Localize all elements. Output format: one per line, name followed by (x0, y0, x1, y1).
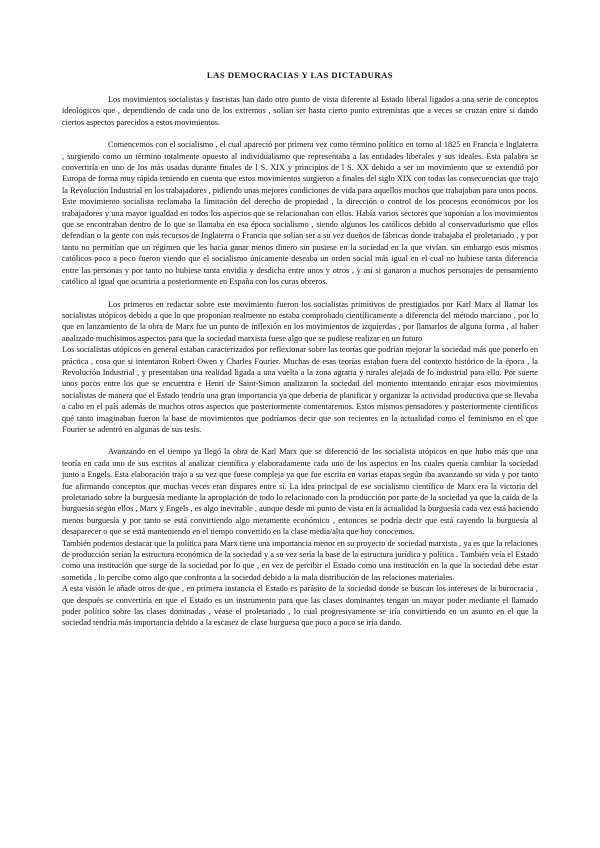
paragraph-intro: Los movimientos socialistas y fascistas han dado otro punto de vista diferente al Estado liberal ligados a una serie de conceptos ideológicos que , dependiendo de cada uno de los extremos , solían ser hasta cierto punto extremistas que a veces se cruzan entre sí dando ciertos aspectos parecidos a estos movimientos. (62, 95, 538, 127)
paragraph-gap (62, 435, 538, 446)
paragraph-burocracia: A esta visión le añade otros de que , en primera instancia el Estado es parásito de la sociedad donde se buscan los intereses de la burocracia , que después se convertiría en que el Estado es un instrumento para que las clases dominantes tengan un mayor poder mediante el llamado poder político sobre las clases dominadas , véase el proletariado , lo cual progresivamente se iría convirtiendo en un asunto en el que la sociedad tendría más importancia debido a la escasez de clase burguesa que poco a poco se iría dando. (62, 584, 538, 628)
document-body (62, 94, 538, 629)
paragraph-socialismo-origen: Comencemos con el socialismo , el cual apareció por primera vez como término político en torno al 1825 en Francia e Inglaterra , surgiendo como un término totalmente opuesto al individualismo que representaba a las entidades liberales y sus ideales. Esta palabra se convertiría en uno de los más usadas durante finales de l S. XIX y principios de l S. XX debido a ser un movimiento que se extendió por Europa de forma muy rápida teniendo en cuenta que estos movimientos surgieron a finales del siglo XIX con todas las consecuencias que trajo la Revolución Industrial en los trabajadores , pidiendo unas mejores condiciones de vida para aquellos muchos que trabajaban para unos pocos. Este movimiento socialista reclamaba la limitación del derecho de propiedad , la dirección o control de los procesos económicos por los trabajadores y una mayor igualdad en todos los aspectos que se relacionaban con ellos. Había varios sectores que suponían a los movimientos que se encontraban dentro de lo que se llamaba en esa época socialismo , siendo algunos los católicos debido al conservadurismo que ellos defendían o la gente con más recursos de Inglaterra o Francia que solían ser a su vez dueños de fábricas donde trabajaba el proletariado , y por tanto no permitían que un régimen que les hacía ganar menos dinero sin pusiese en la sociedad en la que vivían. sin embargo esos mismos católicos poco a poco fueron viendo que el socialismo únicamente deseaba un orden social más igual en el cual no hubiese tanta diferencia entre las personas y por tanto no hubiese tanta envidia y desdicha entre unos y otros , y así si ganaron a muchos personajes de pensamiento católico al igual que ocurriría a posteriormente en España con los curas obreros. (62, 140, 538, 287)
document-title: LAS DEMOCRACIAS Y LAS DICTADURAS (206, 70, 394, 80)
paragraph-utopicos-detalle: Los socialistas utópicos en general estaban caracterizados por reflexionar sobre las teorías que podrían mejorar la sociedad más que ponerlo en práctica , cosa que si intentaron Robert Owen y Charles Fourier. Muchas de esas teorías estaban fuera del contexto histórico de la época , la Revolución Industrial , y presentaban una realidad ligada a una vuelta a la zona agraria y rurales alejada de lo industrial para ello. Por suerte unos pocos entre los que se encuentra e Henri de Saint-Simon analizaron la sociedad del momento intentando encajar esos movimientos socialistas de manera que el Estado tendría una gran importancia ya que debería de planificar y organizar la actividad productiva que se llevaba a cabo en el país además de muchos otros aspectos que posteriormente comentaremos. Estos mismos pensadores y posteriormente científicos qué tanto imaginaban fueron la base de movimientos que podríamos decir que son recientes en la actualidad como el feminismo en el que Fourier se adentró en algunas de sus tesis. (62, 345, 538, 434)
paragraph-marx-cientifico: Avanzando en el tiempo ya llegó la obra de Karl Marx que se diferenció de los socialista utópicos en que hubo más que una teoría en cada uno de sus escritos al analizar científica y elaboradamente cada uno de los aspectos en los cuales quería cambiar la sociedad junto a Engels. Esta elaboración trajo a su vez que fuese compleja ya que fue escrita en varias etapas según iba avanzando su vida y por tanto fue afirmando conceptos que muchas veces eran dispares entre sí. La idea principal de ese socialismo científico de Marx era la victoria del proletariado sobre la burguesía mediante la apropiación de todo lo relacionado con la producción por parte de la sociedad ya que la caída de la burguesía según ellos , Marx y Engels , es algo inevitable , aunque desde mi punto de vista en la actualidad la burguesía cada vez está haciendo menos burguesía y por tanto se está convirtiendo algo meramente económico , entonces se podría decir que está cayendo la burguesía al desaparecer o que se está manteniendo en el tiempo convertido en la clase media/alta que hoy conocemos. (62, 447, 538, 537)
document-page (62, 70, 538, 629)
paragraph-estado-marx: También podemos destacar que la política para Marx tiene una importancia menor en su proyecto de sociedad marxista , ya es que la relaciones de producción serían la estructura económica de la sociedad y a su vez sería la base de la estructura jurídica y política . También veía el Estado como una institución que surge de la sociedad por lo que , en vez de percibir el Estado como una institución en la que la sociedad debe estar sometida , lo percibe como algo que confronta a la sociedad debido a la mala distribución de las relaciones materiales. (62, 538, 538, 582)
paragraph-socialistas-utopicos: Los primeros en redactar sobre este movimiento fueron los socialistas primitivos de prestigiados por Karl Marx al llamar los socialistas utópicos debido a que lo que proponían realmente no estaba comprobado científicamente a diferencia del método marciano , por lo que en lanzamiento de la obra de Marx fue un punto de inflexión en los movimientos de izquierdas , por llamarlos de alguna forma , al haber analizado muchísimos aspectos para que la sociedad marxista fuese algo que se pudiese realizar en un futuro (62, 299, 538, 343)
paragraph-gap (62, 128, 538, 139)
paragraph-gap (62, 288, 538, 299)
